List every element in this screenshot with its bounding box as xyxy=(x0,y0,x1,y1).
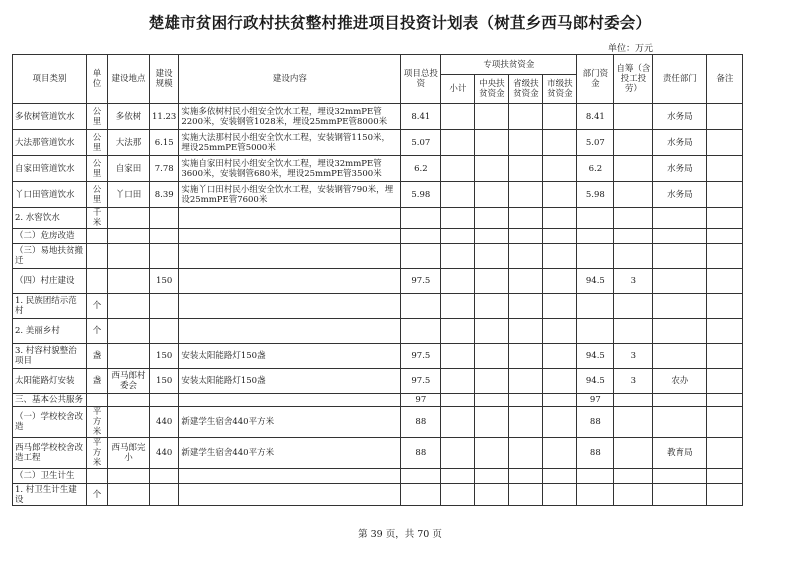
cell-note xyxy=(707,244,743,269)
table-row xyxy=(13,208,743,229)
cell-provincial xyxy=(509,319,543,344)
cell-location xyxy=(108,469,150,484)
cell-note xyxy=(707,269,743,294)
cell-scale xyxy=(150,229,179,244)
cell-category: （三）易地扶贫搬迁 xyxy=(13,244,87,269)
table-row xyxy=(13,229,743,244)
cell-resp xyxy=(653,469,707,484)
cell-total: 5.07 xyxy=(401,130,441,156)
table-row xyxy=(13,369,743,394)
cell-content: 新建学生宿舍440平方米 xyxy=(179,438,401,469)
cell-self xyxy=(614,229,653,244)
cell-scale: 6.15 xyxy=(150,130,179,156)
header-special-fund: 专项扶贫资金 xyxy=(441,55,577,75)
cell-content: 新建学生宿舍440平方米 xyxy=(179,407,401,438)
cell-city xyxy=(543,394,577,407)
cell-total: 6.2 xyxy=(401,156,441,182)
cell-content: 实施多依树村民小组安全饮水工程，埋设32mmPE管2200米，安装钢管1028米，埋设25mmPE管8000米 xyxy=(179,104,401,130)
cell-central xyxy=(475,182,509,208)
header-category: 项目类别 xyxy=(13,55,87,104)
cell-total xyxy=(401,208,441,229)
cell-resp xyxy=(653,244,707,269)
cell-dept xyxy=(577,484,614,506)
cell-unit: 公里 xyxy=(87,182,108,208)
cell-provincial xyxy=(509,130,543,156)
cell-resp xyxy=(653,229,707,244)
cell-note xyxy=(707,229,743,244)
cell-content xyxy=(179,394,401,407)
cell-category: 丫口田管道饮水 xyxy=(13,182,87,208)
cell-self xyxy=(614,319,653,344)
cell-dept: 94.5 xyxy=(577,269,614,294)
cell-subtotal xyxy=(441,208,475,229)
table-row xyxy=(13,156,743,182)
table-row xyxy=(13,469,743,484)
header-central: 中央扶贫资金 xyxy=(475,75,509,104)
cell-total: 8.41 xyxy=(401,104,441,130)
cell-city xyxy=(543,182,577,208)
cell-city xyxy=(543,269,577,294)
cell-category: 太阳能路灯安装 xyxy=(13,369,87,394)
cell-dept xyxy=(577,229,614,244)
cell-subtotal xyxy=(441,269,475,294)
cell-city xyxy=(543,438,577,469)
cell-unit xyxy=(87,229,108,244)
header-content: 建设内容 xyxy=(179,55,401,104)
table-row xyxy=(13,394,743,407)
header-self: 自筹（含投工投劳） xyxy=(614,55,653,104)
cell-central xyxy=(475,394,509,407)
cell-city xyxy=(543,319,577,344)
cell-central xyxy=(475,244,509,269)
cell-central xyxy=(475,469,509,484)
header-unit: 单位 xyxy=(87,55,108,104)
cell-total: 97.5 xyxy=(401,269,441,294)
cell-total: 97.5 xyxy=(401,369,441,394)
cell-category: （四）村庄建设 xyxy=(13,269,87,294)
cell-subtotal xyxy=(441,229,475,244)
cell-dept xyxy=(577,294,614,319)
cell-resp xyxy=(653,294,707,319)
cell-self xyxy=(614,156,653,182)
table-row xyxy=(13,104,743,130)
cell-scale xyxy=(150,394,179,407)
cell-location xyxy=(108,294,150,319)
cell-subtotal xyxy=(441,407,475,438)
cell-dept: 5.07 xyxy=(577,130,614,156)
cell-provincial xyxy=(509,229,543,244)
cell-self: 3 xyxy=(614,269,653,294)
cell-provincial xyxy=(509,394,543,407)
cell-dept xyxy=(577,469,614,484)
cell-note xyxy=(707,438,743,469)
cell-city xyxy=(543,344,577,369)
cell-scale xyxy=(150,208,179,229)
cell-dept: 88 xyxy=(577,438,614,469)
cell-location: 西马郎完小 xyxy=(108,438,150,469)
cell-note xyxy=(707,156,743,182)
cell-category: 西马郎学校校舍改造工程 xyxy=(13,438,87,469)
cell-unit: 盏 xyxy=(87,344,108,369)
cell-total: 97.5 xyxy=(401,344,441,369)
page-title: 楚雄市贫困行政村扶贫整村推进项目投资计划表（树苴乡西马郎村委会） xyxy=(148,13,652,32)
cell-central xyxy=(475,407,509,438)
cell-dept: 94.5 xyxy=(577,344,614,369)
cell-central xyxy=(475,269,509,294)
cell-provincial xyxy=(509,407,543,438)
cell-scale: 150 xyxy=(150,369,179,394)
cell-category: 多依树管道饮水 xyxy=(13,104,87,130)
cell-total xyxy=(401,469,441,484)
cell-subtotal xyxy=(441,484,475,506)
cell-location xyxy=(108,394,150,407)
cell-subtotal xyxy=(441,344,475,369)
cell-note xyxy=(707,319,743,344)
cell-unit: 平方米 xyxy=(87,407,108,438)
cell-dept: 5.98 xyxy=(577,182,614,208)
cell-self xyxy=(614,104,653,130)
table-row xyxy=(13,438,743,469)
cell-category: （二）危房改造 xyxy=(13,229,87,244)
cell-total xyxy=(401,229,441,244)
cell-location xyxy=(108,208,150,229)
cell-note xyxy=(707,407,743,438)
cell-central xyxy=(475,156,509,182)
cell-resp xyxy=(653,407,707,438)
cell-provincial xyxy=(509,156,543,182)
cell-location: 丫口田 xyxy=(108,182,150,208)
table-body xyxy=(13,104,743,506)
cell-total xyxy=(401,319,441,344)
table-row xyxy=(13,407,743,438)
cell-subtotal xyxy=(441,438,475,469)
cell-content: 实施自家田村民小组安全饮水工程，埋设32mmPE管3600米，安装钢管680米，埋设25mmPE管3500米 xyxy=(179,156,401,182)
cell-dept: 8.41 xyxy=(577,104,614,130)
cell-note xyxy=(707,130,743,156)
cell-content xyxy=(179,208,401,229)
cell-city xyxy=(543,469,577,484)
cell-self xyxy=(614,469,653,484)
cell-dept: 6.2 xyxy=(577,156,614,182)
cell-category: 1. 民族团结示范村 xyxy=(13,294,87,319)
cell-unit: 平方米 xyxy=(87,438,108,469)
cell-provincial xyxy=(509,208,543,229)
cell-content: 实施丫口田村民小组安全饮水工程，安装钢管790米，埋设25mmPE管7600米 xyxy=(179,182,401,208)
header-dept: 部门资金 xyxy=(577,55,614,104)
cell-category: 1. 村卫生计生建设 xyxy=(13,484,87,506)
cell-provincial xyxy=(509,269,543,294)
cell-scale: 440 xyxy=(150,438,179,469)
cell-resp xyxy=(653,394,707,407)
cell-category: 2. 美丽乡村 xyxy=(13,319,87,344)
header-location: 建设地点 xyxy=(108,55,150,104)
table-row xyxy=(13,269,743,294)
cell-location xyxy=(108,229,150,244)
cell-central xyxy=(475,319,509,344)
cell-subtotal xyxy=(441,244,475,269)
cell-central xyxy=(475,229,509,244)
cell-total xyxy=(401,294,441,319)
cell-city xyxy=(543,244,577,269)
cell-category: 大法那管道饮水 xyxy=(13,130,87,156)
table-row xyxy=(13,319,743,344)
cell-city xyxy=(543,369,577,394)
cell-resp: 水务局 xyxy=(653,130,707,156)
cell-subtotal xyxy=(441,319,475,344)
cell-content: 安装太阳能路灯150盏 xyxy=(179,344,401,369)
cell-total xyxy=(401,244,441,269)
cell-location xyxy=(108,344,150,369)
cell-city xyxy=(543,104,577,130)
cell-content xyxy=(179,229,401,244)
table-row xyxy=(13,484,743,506)
cell-self: 3 xyxy=(614,344,653,369)
cell-provincial xyxy=(509,484,543,506)
cell-note xyxy=(707,294,743,319)
cell-note xyxy=(707,104,743,130)
cell-self: 3 xyxy=(614,369,653,394)
cell-location: 自家田 xyxy=(108,156,150,182)
cell-scale: 7.78 xyxy=(150,156,179,182)
header-note: 备注 xyxy=(707,55,743,104)
cell-content xyxy=(179,319,401,344)
cell-provincial xyxy=(509,438,543,469)
cell-subtotal xyxy=(441,104,475,130)
cell-self xyxy=(614,294,653,319)
cell-central xyxy=(475,344,509,369)
cell-subtotal xyxy=(441,469,475,484)
header-subtotal: 小计 xyxy=(441,75,475,104)
cell-content xyxy=(179,469,401,484)
cell-resp xyxy=(653,484,707,506)
cell-provincial xyxy=(509,244,543,269)
cell-city xyxy=(543,407,577,438)
cell-dept xyxy=(577,208,614,229)
cell-note xyxy=(707,208,743,229)
table-row xyxy=(13,294,743,319)
cell-provincial xyxy=(509,344,543,369)
cell-resp: 水务局 xyxy=(653,156,707,182)
cell-resp: 农办 xyxy=(653,369,707,394)
page-footer: 第 39 页，共 70 页 xyxy=(358,529,442,540)
cell-location xyxy=(108,319,150,344)
cell-provincial xyxy=(509,469,543,484)
cell-resp xyxy=(653,269,707,294)
cell-unit: 个 xyxy=(87,484,108,506)
cell-unit: 盏 xyxy=(87,369,108,394)
cell-category: 三、基本公共服务 xyxy=(13,394,87,407)
cell-scale xyxy=(150,469,179,484)
cell-note xyxy=(707,484,743,506)
cell-central xyxy=(475,369,509,394)
header-total: 项目总投资 xyxy=(401,55,441,104)
cell-unit: 公里 xyxy=(87,104,108,130)
cell-note xyxy=(707,182,743,208)
cell-location: 大法那 xyxy=(108,130,150,156)
cell-scale: 8.39 xyxy=(150,182,179,208)
header-provincial: 省级扶贫资金 xyxy=(509,75,543,104)
cell-scale: 150 xyxy=(150,344,179,369)
cell-provincial xyxy=(509,294,543,319)
table-row xyxy=(13,130,743,156)
cell-resp: 水务局 xyxy=(653,182,707,208)
cell-category: （一）学校校舍改造 xyxy=(13,407,87,438)
cell-provincial xyxy=(509,182,543,208)
cell-total: 97 xyxy=(401,394,441,407)
cell-note xyxy=(707,369,743,394)
cell-content xyxy=(179,484,401,506)
cell-total xyxy=(401,484,441,506)
table-row xyxy=(13,244,743,269)
cell-dept: 88 xyxy=(577,407,614,438)
cell-location xyxy=(108,244,150,269)
cell-central xyxy=(475,484,509,506)
investment-table xyxy=(12,54,743,506)
cell-resp: 水务局 xyxy=(653,104,707,130)
cell-self xyxy=(614,484,653,506)
cell-subtotal xyxy=(441,156,475,182)
cell-category: 2. 水窖饮水 xyxy=(13,208,87,229)
cell-category: （二）卫生计生 xyxy=(13,469,87,484)
cell-central xyxy=(475,208,509,229)
cell-unit: 公里 xyxy=(87,156,108,182)
cell-self xyxy=(614,407,653,438)
header-scale: 建设规模 xyxy=(150,55,179,104)
cell-content xyxy=(179,244,401,269)
cell-dept xyxy=(577,244,614,269)
cell-self xyxy=(614,438,653,469)
cell-location: 西马郎村委会 xyxy=(108,369,150,394)
cell-unit xyxy=(87,244,108,269)
header-city: 市级扶贫资金 xyxy=(543,75,577,104)
cell-subtotal xyxy=(441,394,475,407)
cell-unit xyxy=(87,469,108,484)
cell-city xyxy=(543,294,577,319)
cell-city xyxy=(543,156,577,182)
cell-unit: 个 xyxy=(87,294,108,319)
cell-total: 88 xyxy=(401,438,441,469)
cell-central xyxy=(475,104,509,130)
cell-location xyxy=(108,407,150,438)
cell-scale: 440 xyxy=(150,407,179,438)
cell-city xyxy=(543,208,577,229)
cell-total: 88 xyxy=(401,407,441,438)
cell-central xyxy=(475,438,509,469)
unit-label: 单位：万元 xyxy=(608,44,654,54)
cell-content xyxy=(179,269,401,294)
cell-dept xyxy=(577,319,614,344)
cell-unit xyxy=(87,269,108,294)
cell-scale: 11.23 xyxy=(150,104,179,130)
cell-content: 安装太阳能路灯150盏 xyxy=(179,369,401,394)
cell-city xyxy=(543,130,577,156)
cell-subtotal xyxy=(441,294,475,319)
cell-total: 5.98 xyxy=(401,182,441,208)
cell-scale xyxy=(150,319,179,344)
cell-provincial xyxy=(509,104,543,130)
cell-content xyxy=(179,294,401,319)
cell-scale: 150 xyxy=(150,269,179,294)
cell-city xyxy=(543,229,577,244)
cell-note xyxy=(707,394,743,407)
cell-content: 实施大法那村民小组安全饮水工程，安装钢管1150米，埋设25mmPE管5000米 xyxy=(179,130,401,156)
cell-location xyxy=(108,484,150,506)
cell-unit xyxy=(87,394,108,407)
cell-self xyxy=(614,208,653,229)
table-row xyxy=(13,182,743,208)
cell-self xyxy=(614,244,653,269)
cell-scale xyxy=(150,484,179,506)
cell-dept: 94.5 xyxy=(577,369,614,394)
cell-city xyxy=(543,484,577,506)
cell-resp: 教育局 xyxy=(653,438,707,469)
cell-central xyxy=(475,130,509,156)
cell-unit: 公里 xyxy=(87,130,108,156)
cell-note xyxy=(707,344,743,369)
cell-self xyxy=(614,130,653,156)
cell-resp xyxy=(653,344,707,369)
cell-note xyxy=(707,469,743,484)
cell-subtotal xyxy=(441,182,475,208)
cell-scale xyxy=(150,244,179,269)
cell-location xyxy=(108,269,150,294)
cell-location: 多依树 xyxy=(108,104,150,130)
cell-resp xyxy=(653,208,707,229)
cell-dept: 97 xyxy=(577,394,614,407)
cell-central xyxy=(475,294,509,319)
cell-provincial xyxy=(509,369,543,394)
header-resp: 责任部门 xyxy=(653,55,707,104)
cell-subtotal xyxy=(441,369,475,394)
cell-self xyxy=(614,182,653,208)
cell-scale xyxy=(150,294,179,319)
cell-category: 3. 村容村貌整治项目 xyxy=(13,344,87,369)
cell-self xyxy=(614,394,653,407)
cell-category: 自家田管道饮水 xyxy=(13,156,87,182)
cell-unit: 千米 xyxy=(87,208,108,229)
cell-resp xyxy=(653,319,707,344)
cell-subtotal xyxy=(441,130,475,156)
cell-unit: 个 xyxy=(87,319,108,344)
table-row xyxy=(13,344,743,369)
